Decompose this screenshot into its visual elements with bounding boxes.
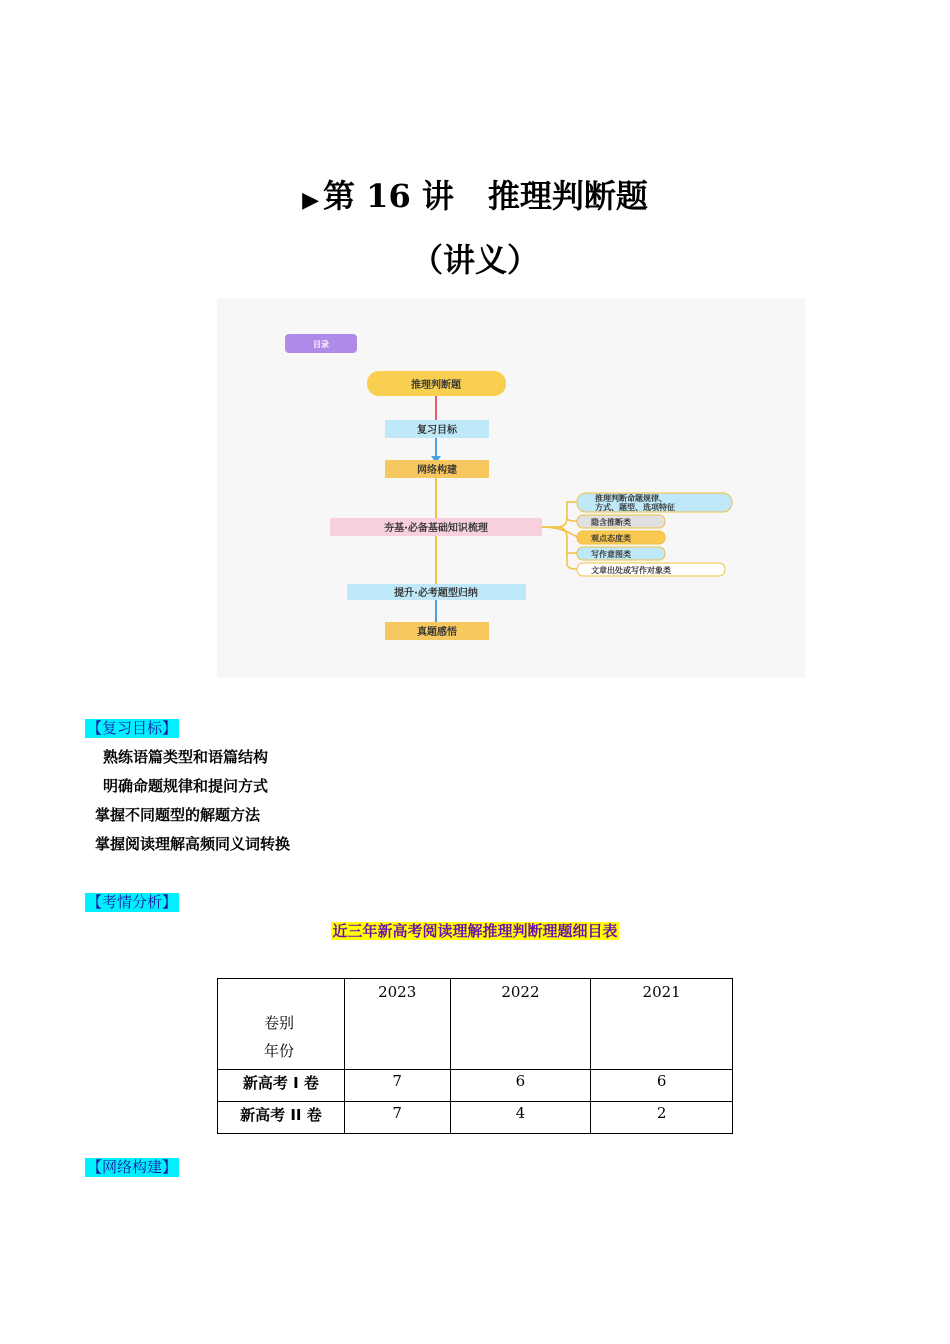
cell-value: 7 xyxy=(344,1070,450,1102)
year-header: 2021 xyxy=(591,979,733,1070)
branch-line xyxy=(567,518,577,521)
exam-analysis-tag: 【考情分析】 xyxy=(87,893,178,911)
branch-item-line2: 方式、题型、选项特征 xyxy=(595,503,675,512)
mindmap-figure xyxy=(217,298,805,678)
goal-item: 掌握不同题型的解题方法 xyxy=(95,806,261,824)
table-header-row xyxy=(218,979,733,1070)
toc-label: 目录 xyxy=(313,340,329,349)
goal-item: 掌握阅读理解高频同义词转换 xyxy=(95,835,291,853)
stats-table xyxy=(217,978,733,1134)
branch-line xyxy=(567,553,577,569)
table-caption-text: 近三年新高考阅读理解推理判断理题细目表 xyxy=(332,922,618,940)
goal-item: 熟练语篇类型和语篇结构 xyxy=(103,748,269,766)
cell-value: 6 xyxy=(591,1070,733,1102)
page-title xyxy=(0,172,950,224)
branch-item-label: 隐含推断类 xyxy=(591,518,631,527)
root-label: 推理判断题 xyxy=(411,380,461,391)
node-label: 提升·必考题型归纳 xyxy=(394,588,478,599)
node-label: 复习目标 xyxy=(417,425,457,436)
mindmap-svg xyxy=(217,298,805,678)
network-tag: 【网络构建】 xyxy=(87,1158,178,1176)
cell-value: 6 xyxy=(450,1070,591,1102)
lecture-topic: 推理判断题 xyxy=(487,177,648,215)
branch-line xyxy=(542,502,577,527)
row-label: 新高考 I 卷 xyxy=(218,1070,345,1102)
node-label: 真题感悟 xyxy=(417,627,457,638)
node-label: 网络构建 xyxy=(417,465,457,476)
year-header: 2023 xyxy=(344,979,450,1070)
table-row xyxy=(218,1070,733,1102)
review-goals-tag: 【复习目标】 xyxy=(87,719,178,737)
page-subtitle: （讲义） xyxy=(410,241,539,279)
branch-item-label: 观点态度类 xyxy=(591,534,631,543)
year-header: 2022 xyxy=(450,979,591,1070)
branch-item-line1: 推理判断命题规律、 xyxy=(595,494,667,503)
lecture-number: 第 16 讲 xyxy=(323,177,454,215)
triangle-icon: ▶ xyxy=(302,187,320,213)
table-row xyxy=(218,1102,733,1134)
corner-cell xyxy=(218,979,345,1070)
corner-line1: 卷别 xyxy=(264,1014,295,1032)
node-label: 夯基·必备基础知识梳理 xyxy=(384,523,488,534)
cell-value: 2 xyxy=(591,1102,733,1134)
branch-line xyxy=(542,527,577,537)
branch-item-label: 文章出处或写作对象类 xyxy=(591,566,671,575)
corner-line2: 年份 xyxy=(264,1042,295,1060)
table-caption xyxy=(0,920,950,941)
goal-item: 明确命题规律和提问方式 xyxy=(103,777,269,795)
cell-value: 7 xyxy=(344,1102,450,1134)
branch-item-label: 写作意图类 xyxy=(591,550,631,559)
cell-value: 4 xyxy=(450,1102,591,1134)
row-label: 新高考 II 卷 xyxy=(218,1102,345,1134)
